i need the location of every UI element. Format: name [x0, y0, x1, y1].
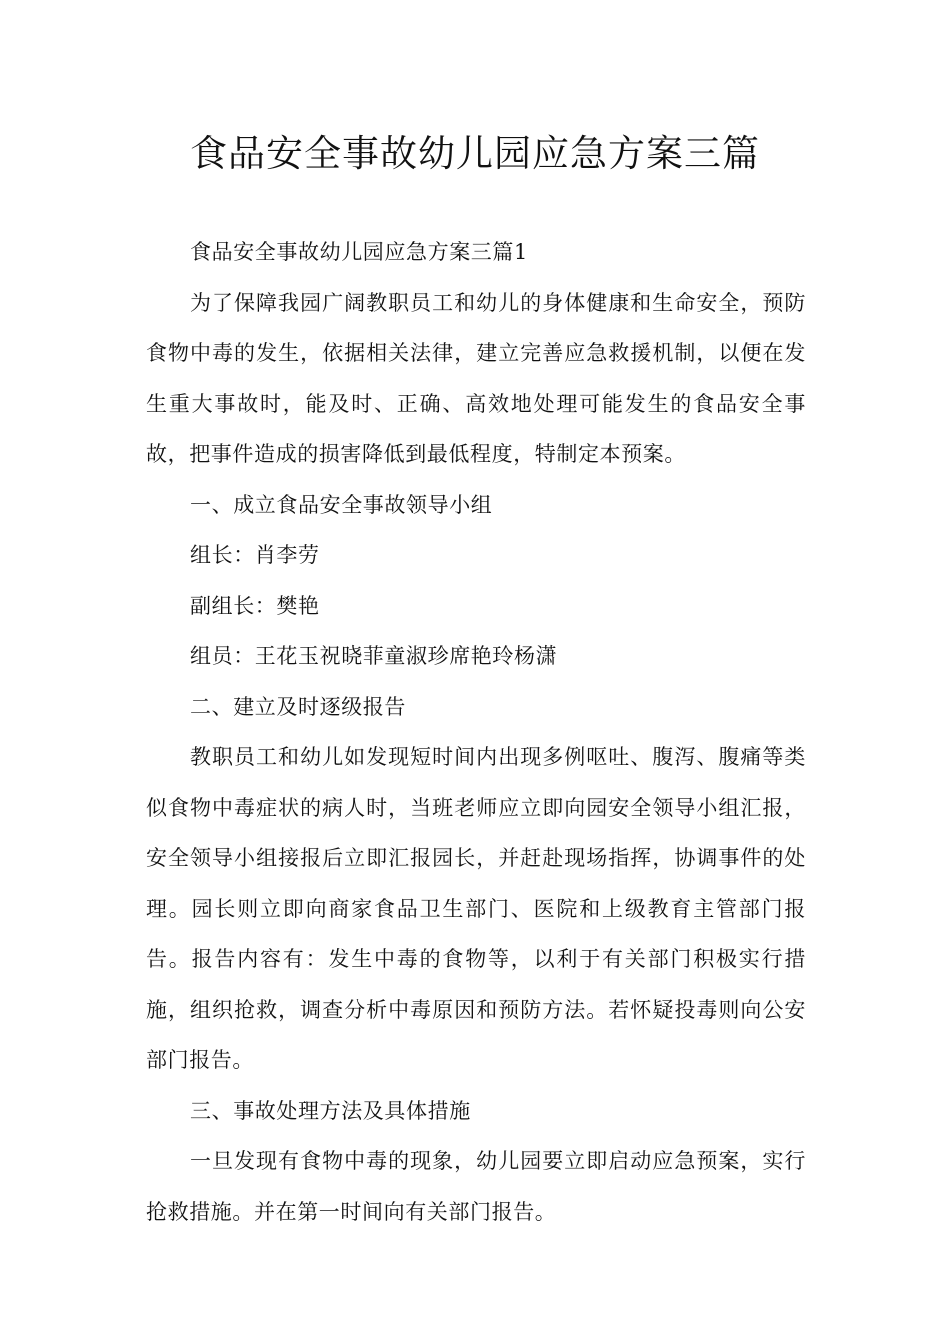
- heading-leadership-group: 一、成立食品安全事故领导小组: [190, 492, 493, 517]
- heading-reporting: 二、建立及时逐级报告: [190, 694, 406, 719]
- heading-handling-measures: 三、事故处理方法及具体措施: [190, 1098, 471, 1123]
- document-body: [146, 227, 806, 1237]
- paragraph-group-leader: 组长：肖李劳: [190, 543, 320, 567]
- paragraph-reporting: 教职员工和幼儿如发现短时间内出现多例呕吐、腹泻、腹痛等类似食物中毒症状的病人时，当班老师应立即向园安全领导小组汇报，安全领导小组接报后立即汇报园长，并赶赴现场指挥，协调事件的处理。园长则立即向商家食品卫生部门、医院和上级教育主管部门报告。报告内容有：发生中毒的食物等，以利于有关部门积极实行措施，组织抢救，调查分析中毒原因和预防方法。若怀疑投毒则向公安部门报告。: [146, 745, 806, 1072]
- paragraph-section-heading: 食品安全事故幼儿园应急方案三篇1: [190, 240, 528, 264]
- paragraph-deputy-leader: 副组长：樊艳: [190, 593, 320, 618]
- document-title: 食品安全事故幼儿园应急方案三篇: [190, 132, 760, 175]
- paragraph-group-members: 组员：王花玉祝晓菲童淑珍席艳玲杨潇: [190, 644, 558, 668]
- paragraph-intro: 为了保障我园广阔教职员工和幼儿的身体健康和生命安全，预防食物中毒的发生，依据相关法律，建立完善应急救援机制，以便在发生重大事故时，能及时、正确、高效地处理可能发生的食品安全事故，把事件造成的损害降低到最低程度，特制定本预案。: [146, 290, 806, 466]
- paragraph-handling-measures: 一旦发现有食物中毒的现象，幼儿园要立即启动应急预案，实行抢救措施。并在第一时间向有关部门报告。: [146, 1149, 806, 1224]
